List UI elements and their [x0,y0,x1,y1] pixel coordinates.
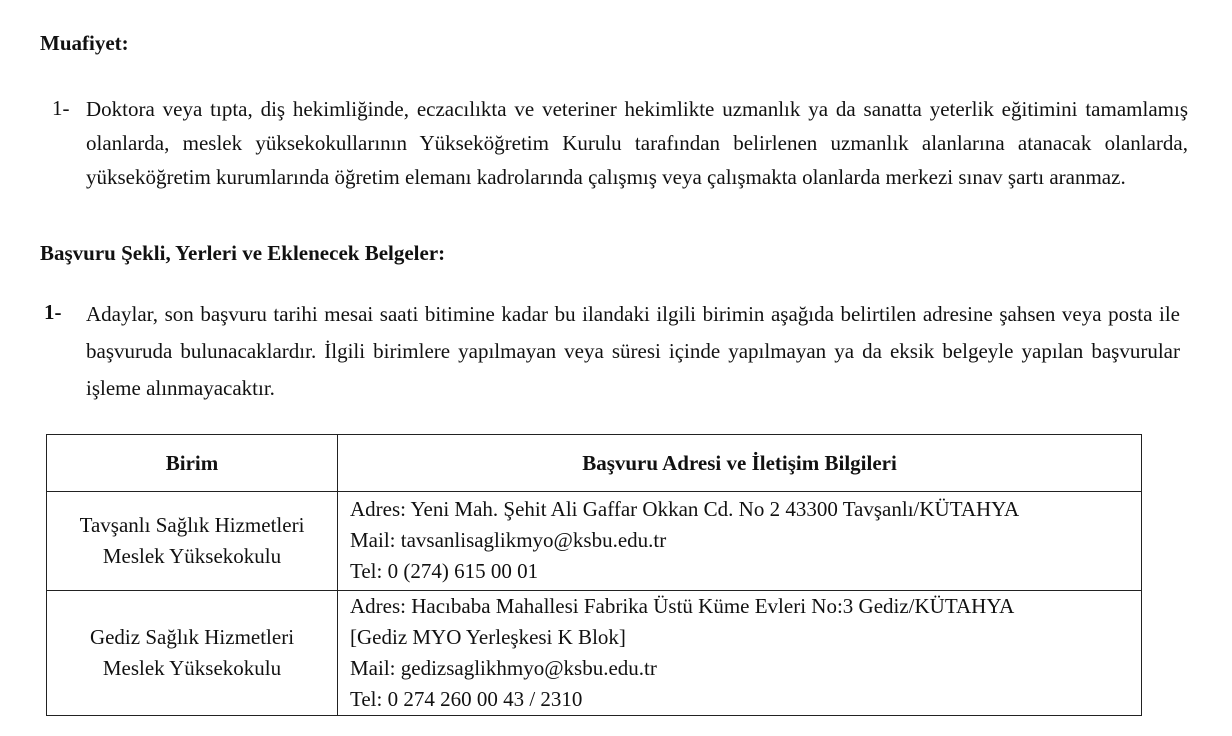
contact-info-cell [338,591,1142,716]
mail-line: Mail: gedizsaglikhmyo@ksbu.edu.tr [350,656,657,680]
phone-line: Tel: 0 (274) 615 00 01 [350,559,539,583]
address-detail-line: [Gediz MYO Yerleşkesi K Blok] [350,625,626,649]
unit-name-line: Meslek Yüksekokulu [102,544,282,568]
list-item-text: Adaylar, son başvuru tarihi mesai saati bitimine kadar bu ilandaki ilgili birimin aşağıda belirtilen adresine şahsen veya posta ile başvuruda bulunacaklardır. İlgili birimlere yapılmayan veya süresi içinde yapılmayan ya da eksik belgeyle yapılan başvurular işleme alınmayacaktır. [86,302,1180,400]
unit-name-line: Gediz Sağlık Hizmetleri [89,625,295,649]
column-header-birim: Birim [47,435,338,492]
section-heading-muafiyet: Muafiyet: [40,31,129,55]
list-item-number: 1- [44,300,62,324]
mail-line: Mail: tavsanlisaglikmyo@ksbu.edu.tr [350,528,667,552]
table-row [47,591,1142,716]
address-line: Adres: Hacıbaba Mahallesi Fabrika Üstü Küme Evleri No:3 Gediz/KÜTAHYA [350,594,1015,618]
phone-line: Tel: 0 274 260 00 43 / 2310 [350,687,583,711]
table-row [47,492,1142,591]
unit-name-cell [47,492,338,591]
section-heading-basvuru: Başvuru Şekli, Yerleri ve Eklenecek Belgeler: [40,241,446,265]
list-item [52,92,1192,222]
address-line: Adres: Yeni Mah. Şehit Ali Gaffar Okkan Cd. No 2 43300 Tavşanlı/KÜTAHYA [350,497,1020,521]
table-header-row [47,435,1142,492]
application-units-table [46,434,1142,716]
list-item-number: 1- [52,96,70,120]
column-header-adres: Başvuru Adresi ve İletişim Bilgileri [338,435,1142,492]
unit-name-cell [47,591,338,716]
unit-name-line: Meslek Yüksekokulu [102,656,282,680]
unit-name-line: Tavşanlı Sağlık Hizmetleri [79,513,305,537]
list-item-text: Doktora veya tıpta, diş hekimliğinde, eczacılıkta ve veteriner hekimlikte uzmanlık ya da sanatta yeterlik eğitimini tamamlamış olanlarda, meslek yüksekokullarının Yükseköğretim Kurulu tarafından belirlenen uzmanlık alanlarına atanacak olanlarda, yükseköğretim kurumlarında öğretim elemanı kadrolarında çalışmış veya çalışmakta olanlarda merkezi sınav şartı aranmaz. [86,97,1188,189]
list-item [44,296,1194,406]
contact-info-cell [338,492,1142,591]
